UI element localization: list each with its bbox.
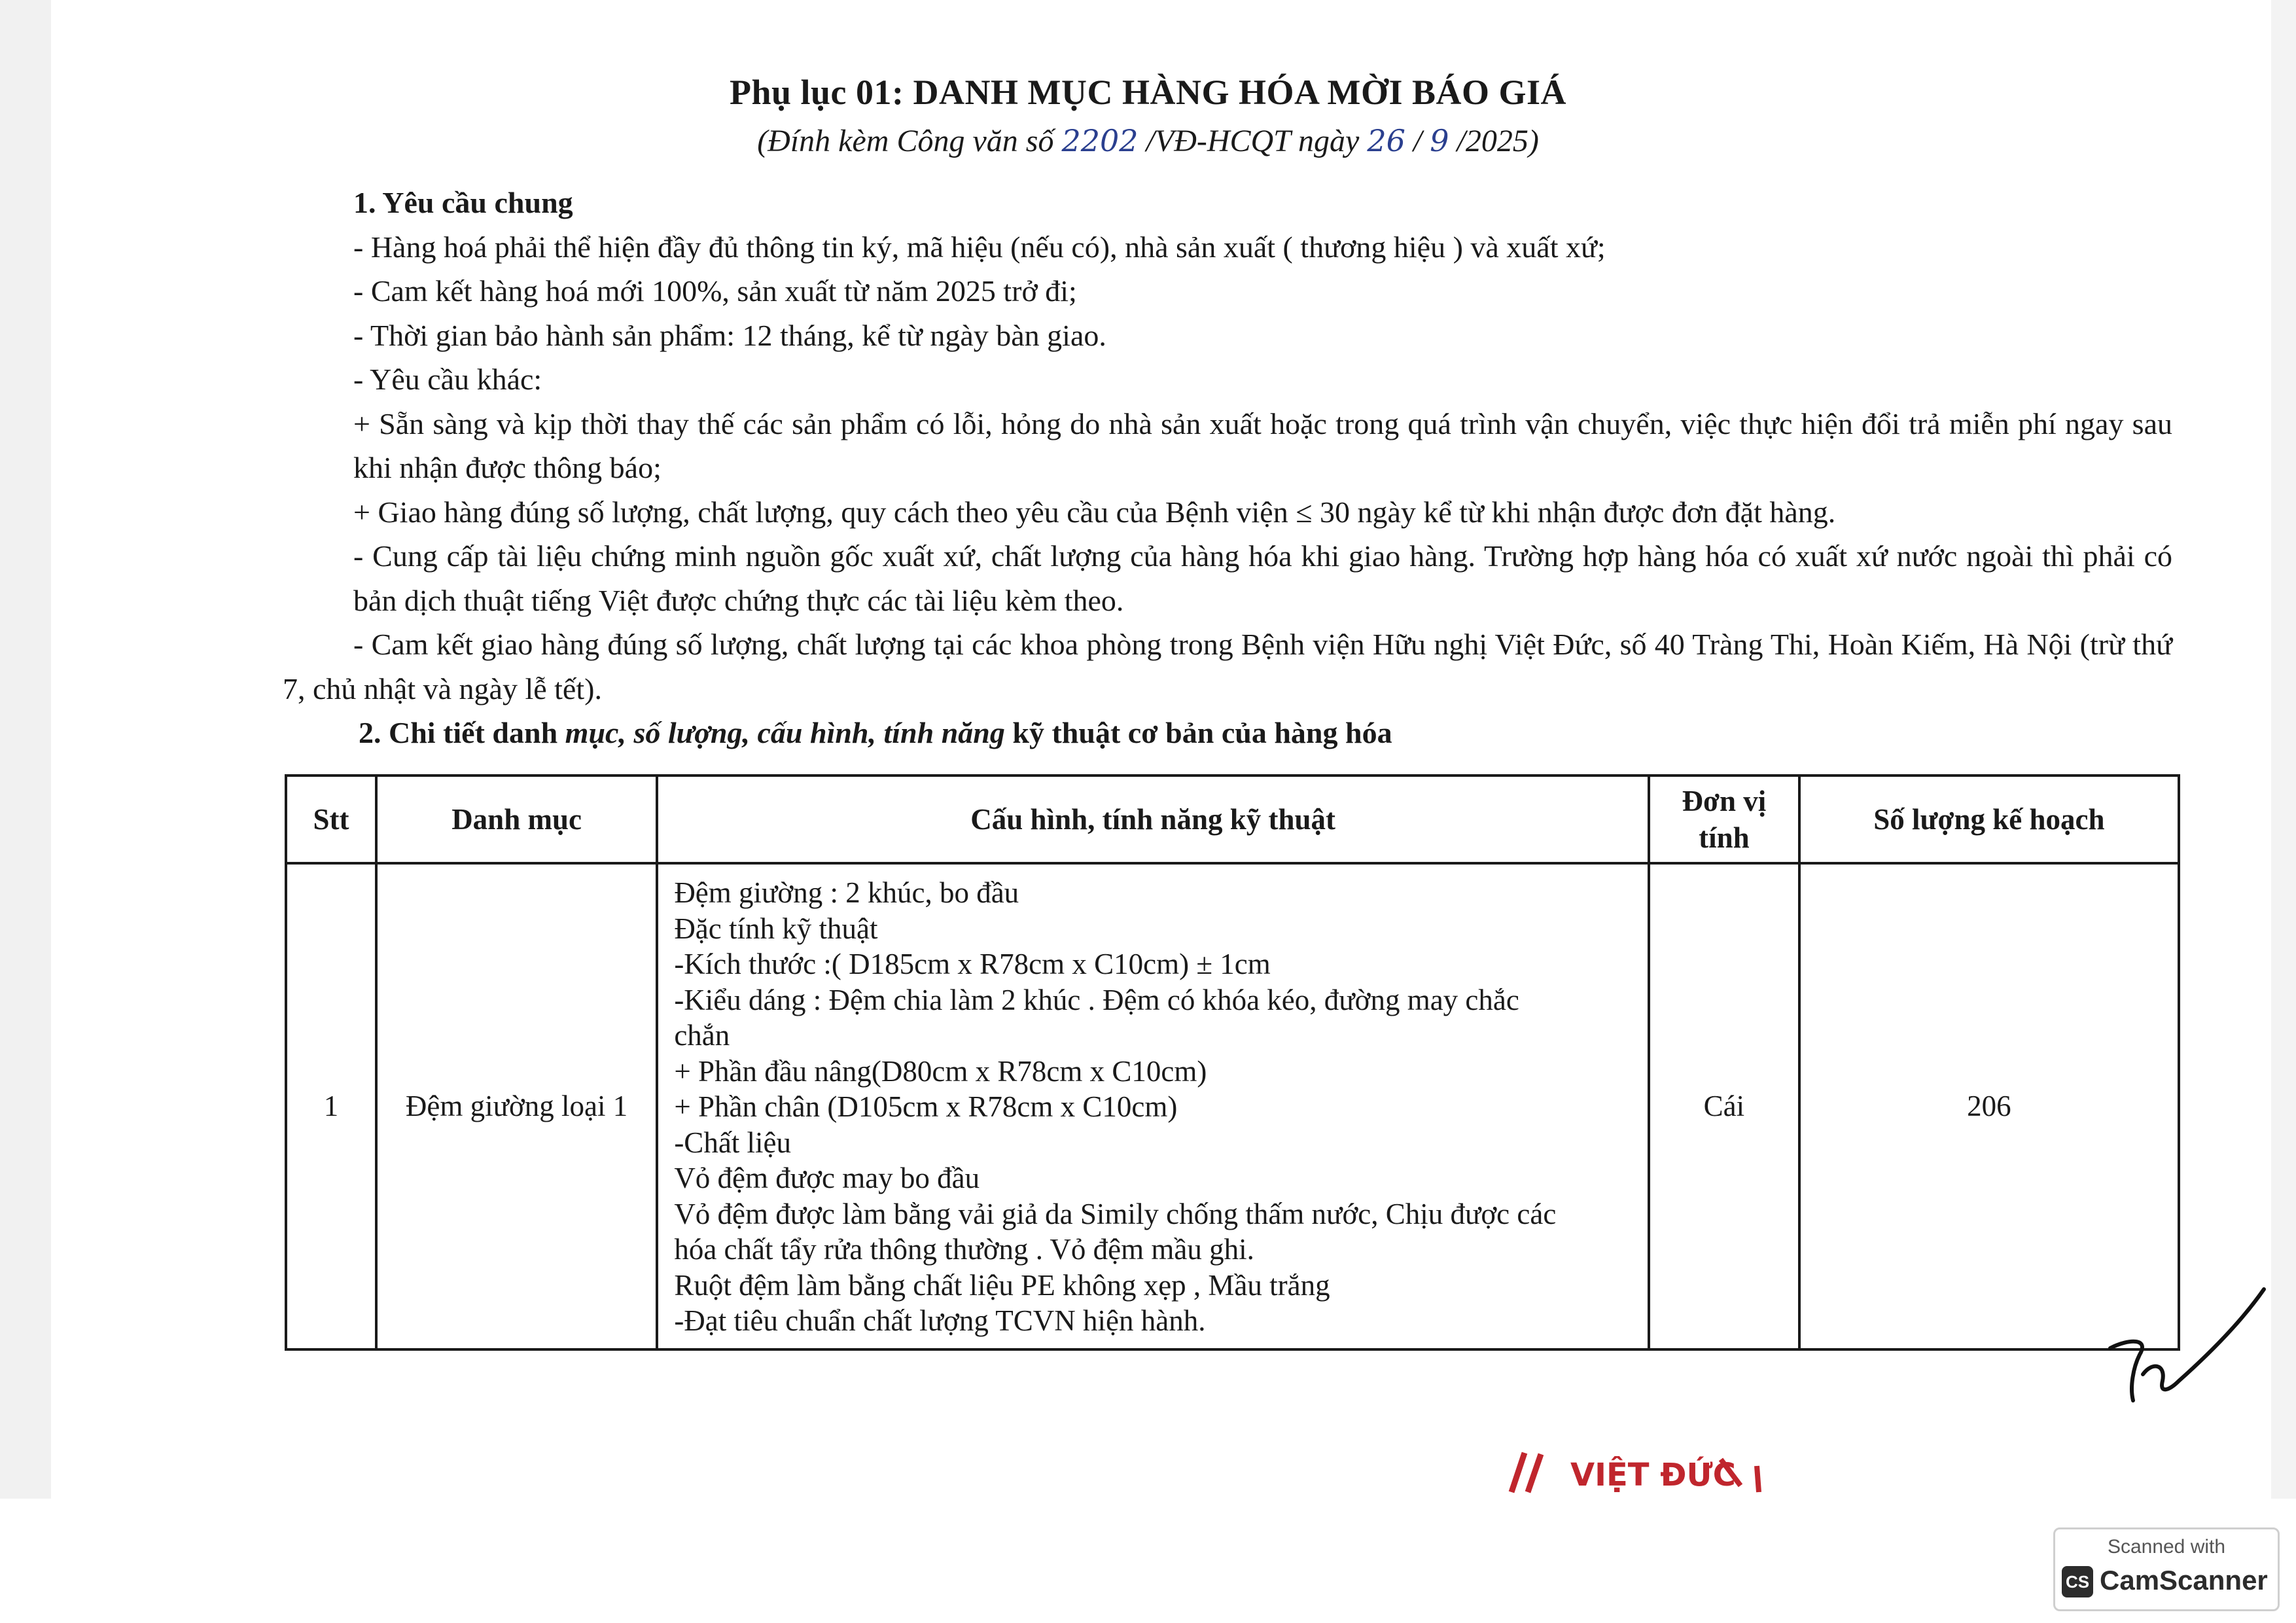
requirement-line: - Thời gian bảo hành sản phẩm: 12 tháng, kể từ ngày bàn giao. — [353, 318, 1106, 352]
spec-line: hóa chất tẩy rửa thông thường . Vỏ đệm mầu ghi. — [674, 1233, 1254, 1266]
spec-line: + Phần đầu nâng(D80cm x R78cm x C10cm) — [674, 1054, 1207, 1088]
spec-line: Đệm giường : 2 khúc, bo đầu — [674, 876, 1019, 909]
header-so-luong: Số lượng kế hoạch — [1799, 776, 2179, 863]
spec-line: Vỏ đệm được may bo đầu — [674, 1162, 980, 1194]
requirement-line: + Giao hàng đúng số lượng, chất lượng, quy cách theo yêu cầu của Bệnh viện ≤ 30 ngày kể từ khi nhận được đơn đặt hàng. — [353, 495, 1836, 529]
requirement-line: + Sẵn sàng và kịp thời thay thế các sản phẩm có lỗi, hỏng do nhà sản xuất hoặc trong quá trình vận chuyển, việc thực hiện đổi trả miễn phí ngay sau khi nhận được thông báo; — [353, 406, 2172, 484]
spec-line: -Chất liệu — [674, 1126, 792, 1159]
requirement-line: - Yêu cầu khác: — [353, 363, 542, 396]
section2-heading: 2. Chi tiết danh mục, số lượng, cấu hình, tính năng kỹ thuật cơ bản của hàng hóa — [359, 716, 1392, 749]
camscanner-logo-icon: CS — [2062, 1566, 2093, 1597]
spec-line: -Kiểu dáng : Đệm chia làm 2 khúc . Đệm có khóa kéo, đường may chắc — [674, 983, 1519, 1016]
requirement-line: - Cam kết hàng hoá mới 100%, sản xuất từ năm 2025 trở đi; — [353, 274, 1077, 308]
handwritten-doc-number: 2202 — [1061, 123, 1139, 158]
spec-line: Vỏ đệm được làm bằng vải giả da Simily chống thấm nước, Chịu được các — [674, 1197, 1557, 1230]
section1-heading: 1. Yêu cầu chung — [353, 186, 573, 219]
header-stt: Stt — [286, 776, 376, 863]
table-row — [286, 863, 2179, 1349]
spec-line: chắn — [674, 1019, 730, 1052]
goods-table — [285, 774, 2180, 1351]
watermark-brand: CamScanner — [2100, 1565, 2268, 1596]
spec-line: -Kích thước :( D185cm x R78cm x C10cm) ± 1cm — [674, 948, 1271, 980]
requirement-line: - Hàng hoá phải thể hiện đầy đủ thông tin ký, mã hiệu (nếu có), nhà sản xuất ( thương hiệu ) và xuất xứ; — [353, 230, 1606, 264]
svg-text:VIỆT ĐỨC: VIỆT ĐỨC — [1570, 1457, 1736, 1493]
cell-danh-muc: Đệm giường loại 1 — [376, 863, 657, 1349]
red-stamp-fragment — [1498, 1446, 1773, 1499]
signature-mark — [2104, 1276, 2274, 1407]
header-don-vi: Đơn vị tính — [1649, 776, 1799, 863]
subtitle-prefix: (Đính kèm Công văn số — [757, 124, 1054, 158]
spec-line: Ruột đệm làm bằng chất liệu PE không xẹp , Mầu trắng — [674, 1268, 1330, 1302]
spec-line: + Phần chân (D105cm x R78cm x C10cm) — [674, 1090, 1178, 1123]
scan-edge-right — [2271, 0, 2296, 1499]
general-requirements — [283, 181, 2172, 755]
document-subtitle: (Đính kèm Công văn số 2202 /VĐ-HCQT ngày 26 / 9 /2025) — [757, 123, 1539, 158]
spec-line: -Đạt tiêu chuẩn chất lượng TCVN hiện hành. — [674, 1304, 1206, 1337]
header-danh-muc: Danh mục — [376, 776, 657, 863]
subtitle-suffix: /2025) — [1457, 124, 1539, 158]
watermark-caption: Scanned with — [2107, 1536, 2226, 1558]
document-title: Phụ lục 01: DANH MỤC HÀNG HÓA MỜI BÁO GIÁ — [729, 73, 1567, 112]
requirement-line: - Cung cấp tài liệu chứng minh nguồn gốc xuất xứ, chất lượng của hàng hóa khi giao hàng. Trường hợp hàng hóa có xuất xứ nước ngoài thì phải có bản dịch thuật tiếng Việt được chứng thực các tài liệu kèm theo. — [353, 539, 2172, 617]
cell-spec — [657, 863, 1649, 1349]
scan-bottom-margin — [0, 1499, 2296, 1623]
header-cau-hinh: Cấu hình, tính năng kỹ thuật — [657, 776, 1649, 863]
handwritten-month: 9 — [1430, 123, 1449, 158]
cell-stt: 1 — [286, 863, 376, 1349]
cell-don-vi: Cái — [1649, 863, 1799, 1349]
table-header-row — [286, 776, 2179, 863]
camscanner-watermark — [2053, 1527, 2280, 1611]
requirement-line: - Cam kết giao hàng đúng số lượng, chất lượng tại các khoa phòng trong Bệnh viện Hữu nghị Việt Đức, số 40 Tràng Thi, Hoàn Kiếm, Hà Nội (trừ thứ 7, chủ nhật và ngày lễ tết). — [283, 628, 2172, 705]
spec-line: Đặc tính kỹ thuật — [674, 912, 878, 945]
handwritten-day: 26 — [1367, 123, 1405, 158]
scan-edge-left — [0, 0, 51, 1499]
subtitle-mid: /VĐ-HCQT ngày — [1146, 124, 1360, 158]
cell-so-luong: 206 — [1799, 863, 2179, 1349]
